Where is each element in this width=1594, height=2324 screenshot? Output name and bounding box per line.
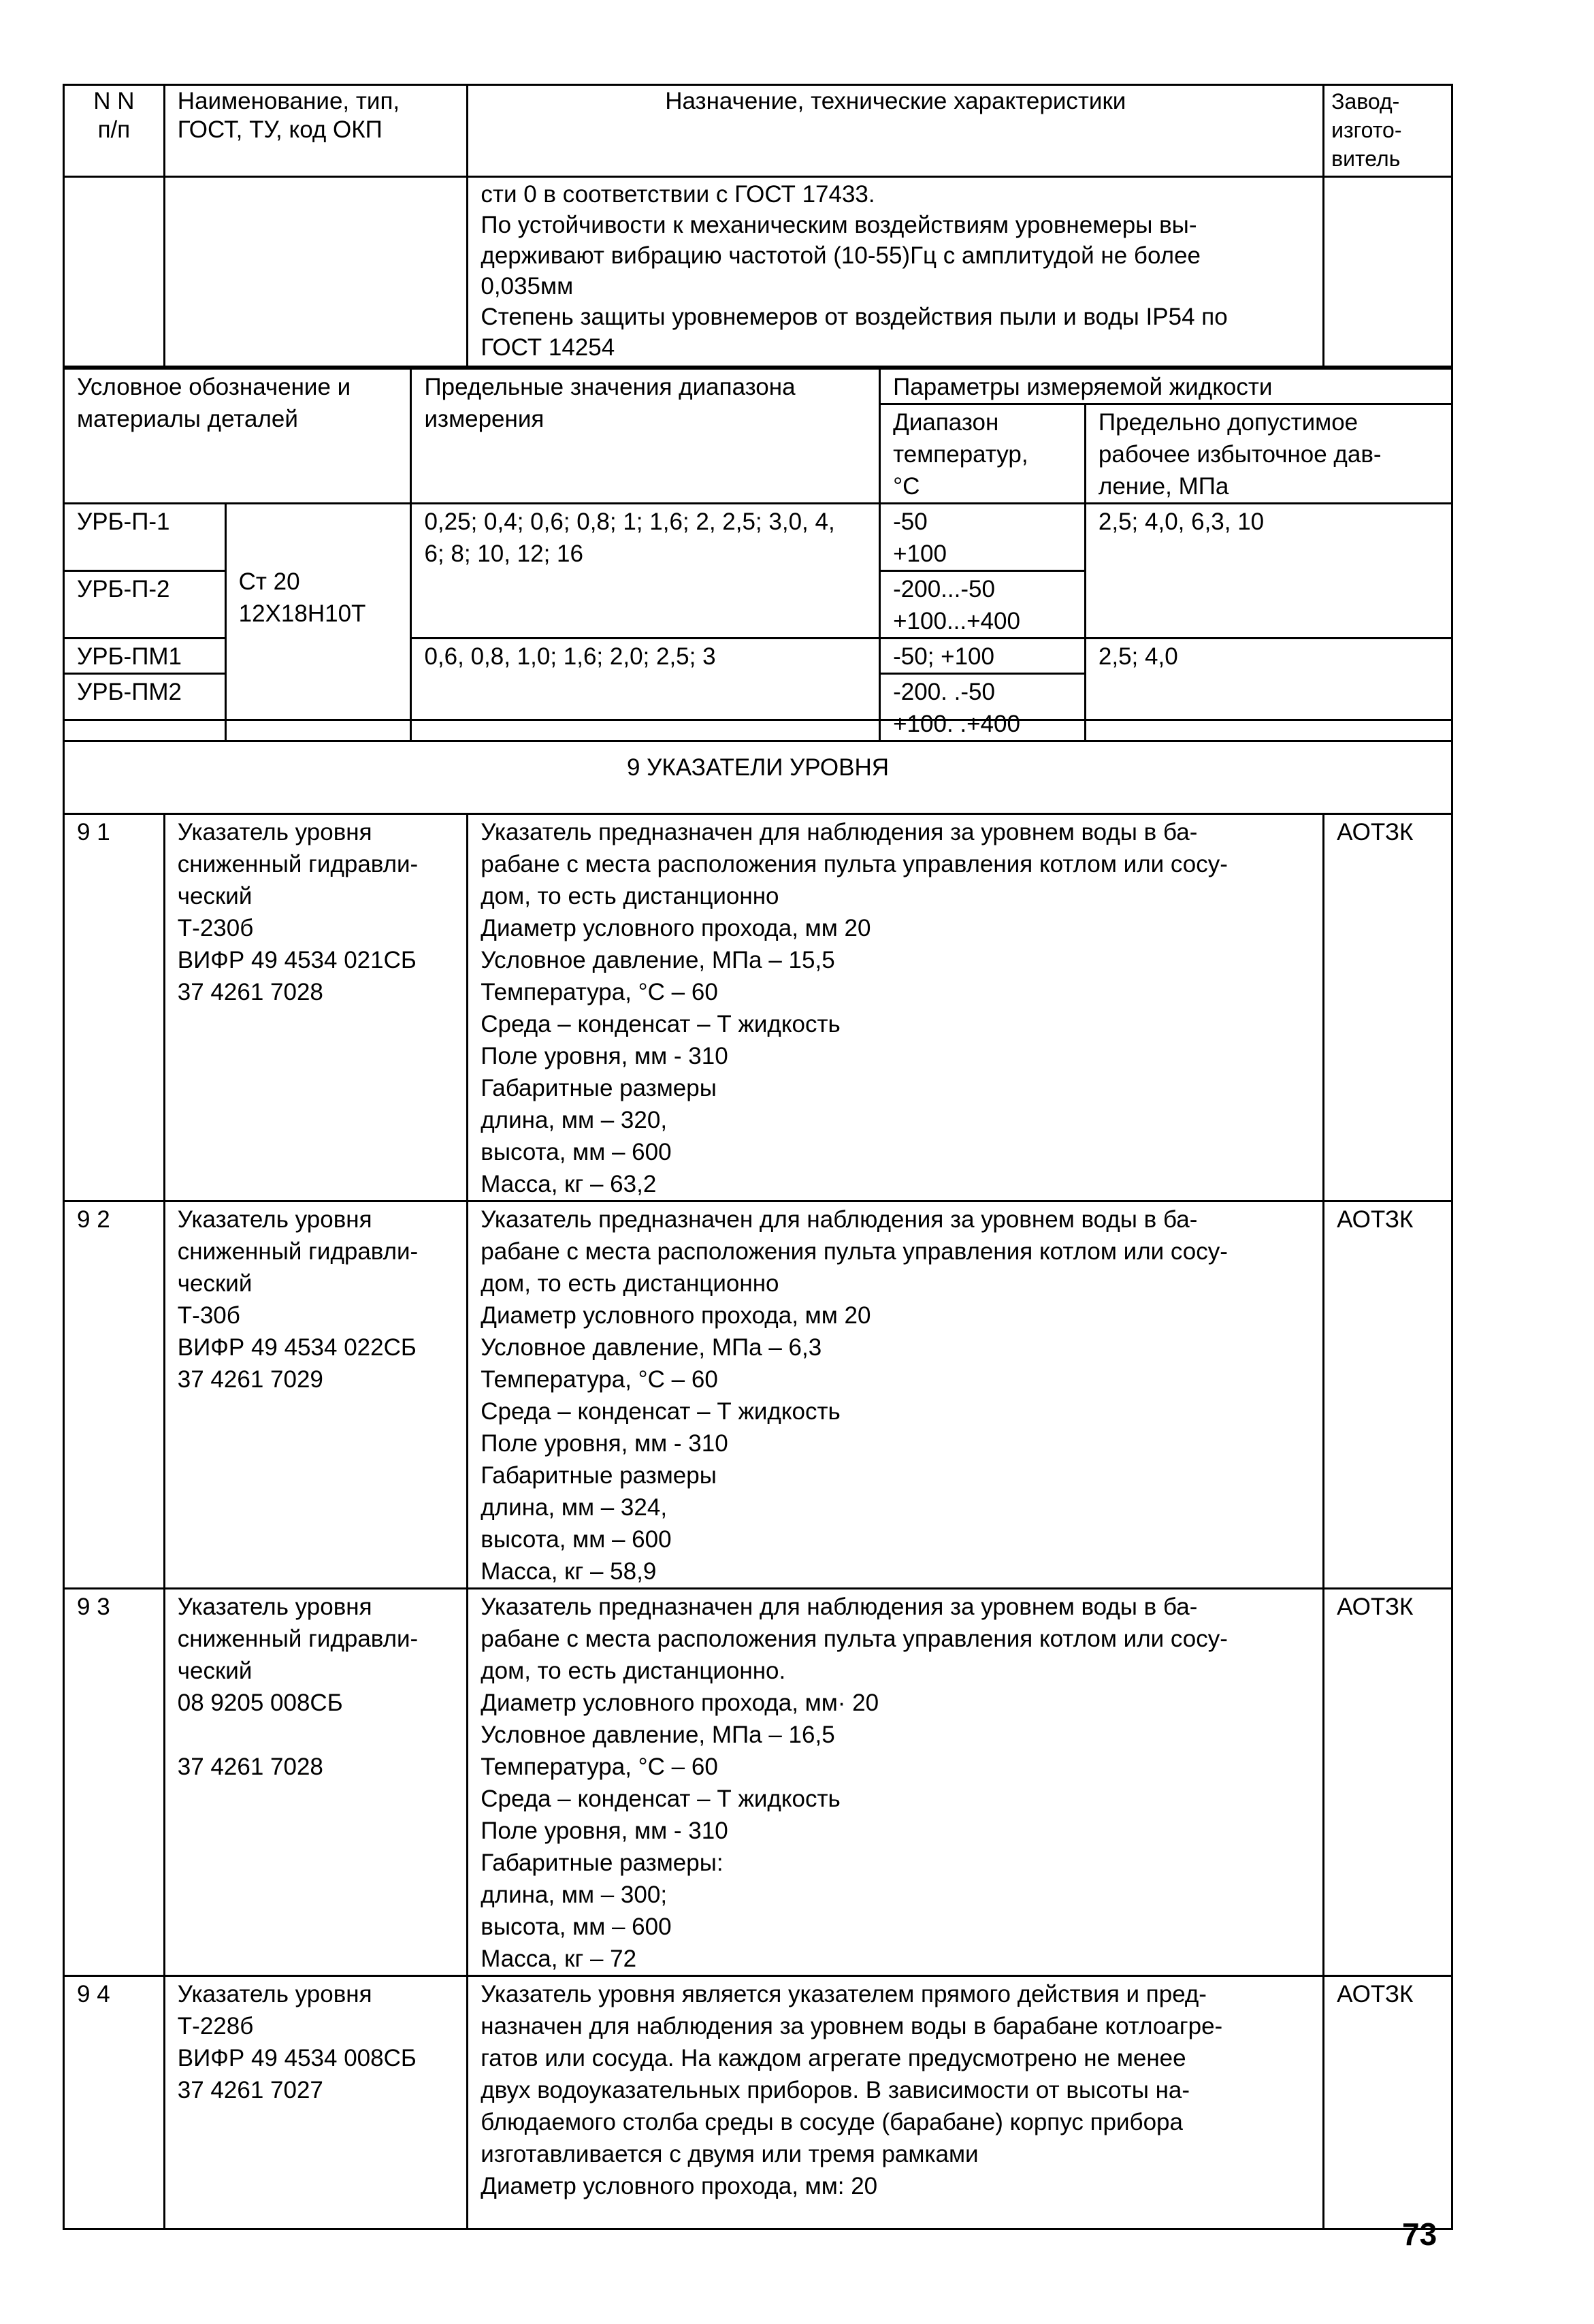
pressure-values: 2,5; 4,0 <box>1085 639 1452 741</box>
item-number: 9 2 <box>64 1201 165 1589</box>
item-number: 9 3 <box>64 1589 165 1976</box>
continuation-name-cell <box>164 177 468 367</box>
parameters-subtable <box>63 368 1453 742</box>
device-name: УРБ-П-2 <box>64 571 226 639</box>
temp-range: -50 +100 <box>880 504 1086 571</box>
main-table-header <box>63 84 1453 368</box>
items-table <box>63 719 1453 2230</box>
item-description: Указатель предназначен для наблюдения за уровнем воды в ба- рабане с места расположения пульта управления котлом или сосу- дом, то есть дистанционно Диаметр условного прохода, мм 20 Условное давление, МПа – 6,3 Температура, °С – 60 Среда – конденсат – Т жидкость Поле уровня, мм - 310 Габаритные размеры длина, мм – 324, высота, мм – 600 Масса, кг – 58,9 <box>468 1201 1324 1589</box>
item-name: Указатель уровня сниженный гидравли- ческий 08 9205 008СБ 37 4261 7028 <box>164 1589 467 1976</box>
item-name: Указатель уровня сниженный гидравли- ческий Т-230б ВИФР 49 4534 021СБ 37 4261 7028 <box>164 814 467 1201</box>
item-description: Указатель предназначен для наблюдения за уровнем воды в ба- рабане с места расположения пульта управления котлом или сосу- дом, то есть дистанционно. Диаметр условного прохода, мм· 20 Условное давление, МПа – 16,5 Температура, °С – 60 Среда – конденсат – Т жидкость Поле уровня, мм - 310 Габаритные размеры: длина, мм – 300; высота, мм – 600 Масса, кг – 72 <box>468 1589 1324 1976</box>
item-number: 9 1 <box>64 814 165 1201</box>
item-description: Указатель уровня является указателем прямого действия и пред- назначен для наблюдения за уровнем воды в барабане котлоагре- гатов или сосуда. На каждом агрегате предусмотрено не менее двух водоуказательных приборов. В зависимости от высоты на- блюдаемого столба среды в сосуде (барабане) корпус прибора изготавливается с двумя или тремя рамками Диаметр условного прохода, мм: 20 <box>468 1976 1324 2229</box>
subtable-header-params: Параметры измеряемой жидкости <box>880 369 1452 404</box>
page-number: 73 <box>1402 2216 1437 2252</box>
item-maker: АОТЗК <box>1324 814 1452 1201</box>
range-values: 0,6, 0,8, 1,0; 1,6; 2,0; 2,5; 3 <box>411 639 880 741</box>
subtable-header-pressure: Предельно допустимое рабочее избыточное дав- ление, МПа <box>1085 404 1452 504</box>
subtable-header-designation: Условное обозначение и материалы деталей <box>64 369 411 504</box>
continuation-num-cell <box>64 177 165 367</box>
header-name: Наименование, тип, ГОСТ, ТУ, код ОКП <box>164 85 468 177</box>
item-number: 9 4 <box>64 1976 165 2229</box>
section-title: 9 УКАЗАТЕЛИ УРОВНЯ <box>64 720 1452 814</box>
item-description: Указатель предназначен для наблюдения за уровнем воды в ба- рабане с места расположения пульта управления котлом или сосу- дом, то есть дистанционно Диаметр условного прохода, мм 20 Условное давление, МПа – 15,5 Температура, °С – 60 Среда – конденсат – Т жидкость Поле уровня, мм - 310 Габаритные размеры длина, мм – 320, высота, мм – 600 Масса, кг – 63,2 <box>468 814 1324 1201</box>
header-maker: Завод- изгото- витель <box>1324 85 1452 177</box>
device-name: УРБ-ПМ2 <box>64 674 226 741</box>
continuation-text: сти 0 в соответствии с ГОСТ 17433. По устойчивости к механическим воздействиям уровнемеры вы- держивают вибрацию частотой (10-55)Гц с амплитудой не более 0,035мм Степень защиты уровнемеров от воздействия пыли и воды IP54 по ГОСТ 14254 <box>468 177 1324 367</box>
device-name: УРБ-П-1 <box>64 504 226 571</box>
temp-range: -200. .-50 +100. .+400 <box>880 674 1086 741</box>
range-values: 0,25; 0,4; 0,6; 0,8; 1; 1,6; 2, 2,5; 3,0, 4, 6; 8; 10, 12; 16 <box>411 504 880 639</box>
item-maker: АОТЗК <box>1324 1589 1452 1976</box>
device-name: УРБ-ПМ1 <box>64 639 226 674</box>
item-name: Указатель уровня Т-228б ВИФР 49 4534 008СБ 37 4261 7027 <box>164 1976 467 2229</box>
temp-range: -200...-50 +100...+400 <box>880 571 1086 639</box>
subtable-header-temp: Диапазон температур, °С <box>880 404 1086 504</box>
item-maker: АОТЗК <box>1324 1201 1452 1589</box>
pressure-values: 2,5; 4,0, 6,3, 10 <box>1085 504 1452 639</box>
item-maker: АОТЗК <box>1324 1976 1452 2229</box>
temp-range: -50; +100 <box>880 639 1086 674</box>
continuation-maker-cell <box>1324 177 1452 367</box>
item-name: Указатель уровня сниженный гидравли- ческий Т-30б ВИФР 49 4534 022СБ 37 4261 7029 <box>164 1201 467 1589</box>
material: Ст 20 12Х18Н10Т <box>225 504 411 741</box>
header-purpose: Назначение, технические характеристики <box>468 85 1324 177</box>
header-number: N N п/п <box>64 85 165 177</box>
subtable-header-range: Предельные значения диапазона измерения <box>411 369 880 504</box>
